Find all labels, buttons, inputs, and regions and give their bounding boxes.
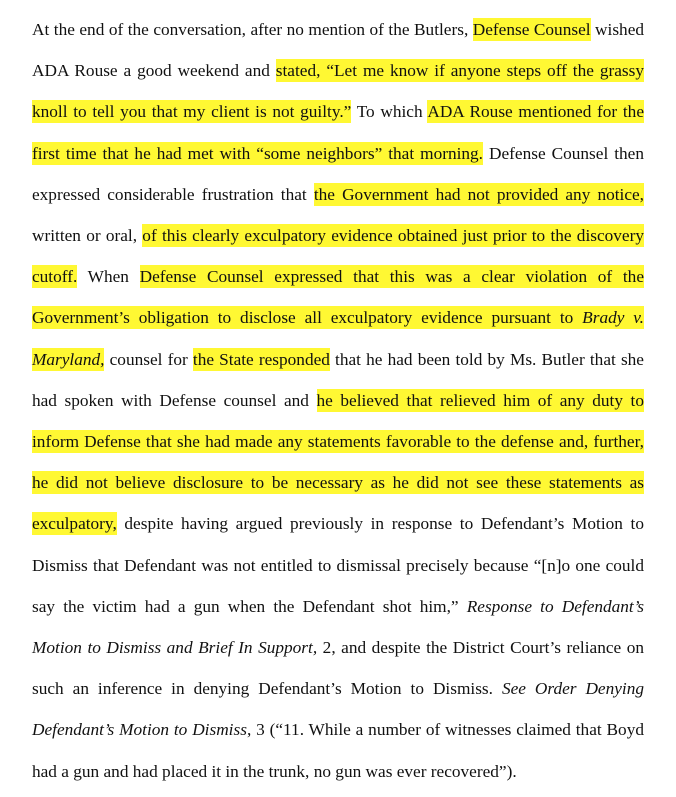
text-line (32, 676, 644, 702)
text-segment: 2, and despite the District Court’s reliance on (317, 638, 644, 657)
text-segment: Motion to Dismiss and Brief In Support, (32, 638, 318, 657)
highlighted-text: he did not believe disclosure to be necessary as he did not see these statements as (32, 473, 644, 492)
highlighted-text: exculpatory, (32, 514, 117, 533)
text-segment: Defense Counsel then (483, 144, 644, 163)
text-segment: written or oral, (32, 226, 143, 245)
text-segment: say the victim had a gun when the Defendant shot him,” (32, 597, 467, 616)
text-line (32, 388, 644, 414)
text-line (32, 141, 644, 167)
text-segment: To which (351, 102, 428, 121)
text-segment: wished (590, 20, 645, 39)
text-line (32, 553, 644, 579)
text-segment: such an inference in denying Defendant’s Motion to Dismiss. (32, 679, 502, 698)
text-line (32, 223, 644, 249)
text-line (32, 470, 644, 496)
text-line (32, 264, 644, 290)
text-line (32, 511, 644, 537)
highlighted-text: inform Defense that she had made any statements favorable to the defense and, further, (32, 432, 644, 451)
text-segment: At the end of the conversation, after no mention of the Butlers, (32, 20, 473, 39)
text-segment: When (77, 267, 140, 286)
text-segment: expressed considerable frustration that (32, 185, 314, 204)
highlighted-text: Defense Counsel expressed that this was a clear violation of the (139, 267, 644, 286)
highlighted-text: Brady v. (582, 308, 644, 327)
text-segment: Response to Defendant’s (466, 597, 644, 616)
highlighted-text: the State responded (192, 350, 330, 369)
highlighted-text: the Government had not provided any notice, (313, 185, 644, 204)
text-line (32, 635, 644, 661)
highlighted-text: cutoff. (32, 267, 78, 286)
text-segment: had spoken with Defense counsel and (32, 391, 317, 410)
text-line (32, 759, 644, 785)
highlighted-text: Maryland, (32, 350, 105, 369)
text-line (32, 305, 644, 331)
text-segment: Defendant’s Motion to Dismiss (32, 720, 247, 739)
highlighted-text: he believed that relieved him of any duty to (316, 391, 644, 410)
highlighted-text: stated, “Let me know if anyone steps off the grassy (275, 61, 644, 80)
text-line (32, 58, 644, 84)
text-line (32, 99, 644, 125)
highlighted-text: knoll to tell you that my client is not guilty.” (32, 102, 352, 121)
text-line (32, 182, 644, 208)
text-segment: that he had been told by Ms. Butler that she (329, 350, 644, 369)
highlighted-text: Government’s obligation to disclose all exculpatory evidence pursuant to (32, 308, 583, 327)
text-segment: ADA Rouse a good weekend and (32, 61, 276, 80)
highlighted-text: of this clearly exculpatory evidence obtained just prior to the discovery (142, 226, 644, 245)
text-segment: , 3 (“11. While a number of witnesses claimed that Boyd (246, 720, 644, 739)
highlighted-text: Defense Counsel (472, 20, 591, 39)
text-segment: See Order Denying (501, 679, 644, 698)
text-line (32, 594, 644, 620)
text-segment: despite having argued previously in response to Defendant’s Motion to (116, 514, 644, 533)
text-line (32, 717, 644, 743)
highlighted-text: first time that he had met with “some neighbors” that morning. (32, 144, 484, 163)
text-line (32, 347, 644, 373)
text-line (32, 429, 644, 455)
text-segment: counsel for (104, 350, 193, 369)
text-line (32, 17, 644, 43)
text-segment: had a gun and had placed it in the trunk, no gun was ever recovered”). (32, 762, 517, 781)
text-segment: Dismiss that Defendant was not entitled to dismissal precisely because “[n]o one could (32, 556, 644, 575)
highlighted-text: ADA Rouse mentioned for the (427, 102, 644, 121)
